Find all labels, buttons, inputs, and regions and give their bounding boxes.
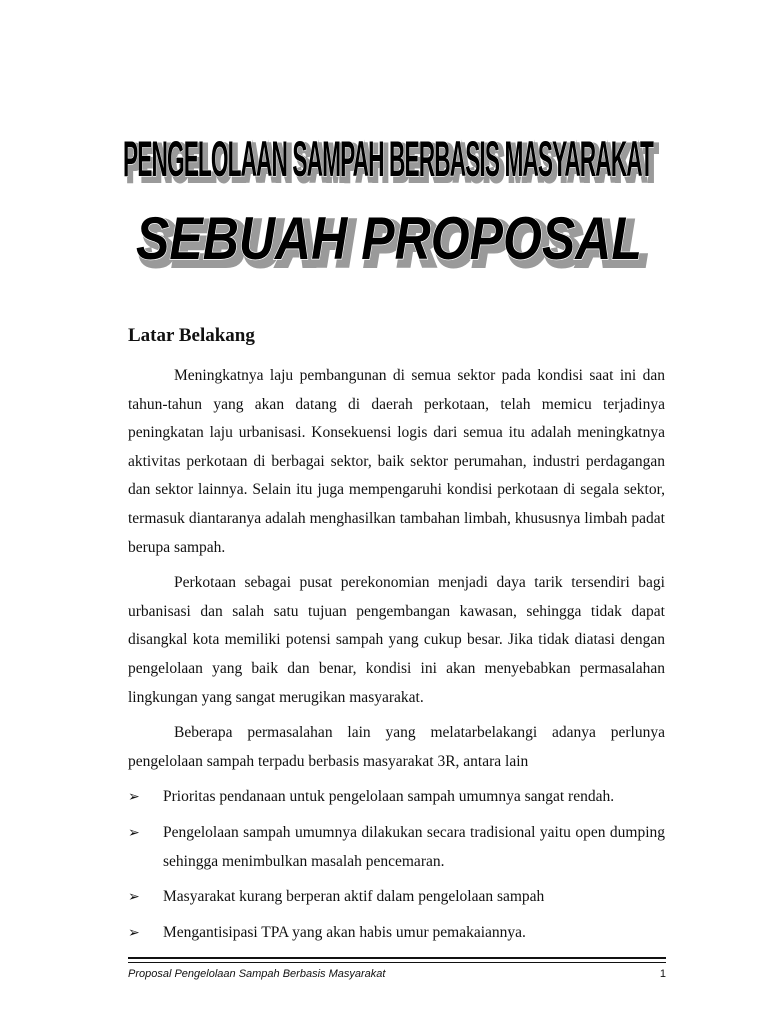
paragraph-1: Meningkatnya laju pembangunan di semua sektor pada kondisi saat ini dan tahun-tahun yang akan datang di daerah perkotaan, telah memicu terjadinya peningkatan laju urbanisasi. Konsekuensi logis dari semua itu adalah meningkatnya aktivitas perkotaan di berbagai sektor, baik sektor perumahan, industri perdagangan dan sektor lainnya. Selain itu juga mempengaruhi kondisi perkotaan di segala sektor, termasuk diantaranya adalah menghasilkan tambahan limbah, khususnya limbah padat berupa sampah. (128, 367, 665, 556)
list-item-text: Pengelolaan sampah umumnya dilakukan secara tradisional yaitu open dumping sehingga menimbulkan masalah pencemaran. (163, 823, 665, 870)
list-item-text: Prioritas pendanaan untuk pengelolaan sampah umumnya sangat rendah. (163, 788, 615, 806)
arrowhead-bullet-icon: ➢ (128, 824, 140, 841)
title-line1-shadow: PENGELOLAAN SAMPAH BERBASIS MASYARAKAT (127, 135, 658, 191)
list-item-text: Masyarakat kurang berperan aktif dalam pengelolaan sampah (163, 888, 545, 906)
footer-rule-thin (128, 962, 666, 963)
list-item (128, 919, 665, 948)
problem-list (128, 783, 665, 947)
section-heading: Latar Belakang (128, 325, 255, 346)
arrowhead-bullet-icon: ➢ (128, 889, 140, 906)
footer-title: Proposal Pengelolaan Sampah Berbasis Masyarakat (128, 968, 386, 980)
page-number: 1 (659, 968, 666, 980)
arrowhead-bullet-icon: ➢ (128, 789, 140, 806)
list-item (128, 783, 665, 812)
paragraph-3: Beberapa permasalahan lain yang melatarbelakangi adanya perlunya pengelolaan sampah terpadu berbasis masyarakat 3R, antara lain (128, 724, 665, 770)
list-item-text: Mengantisipasi TPA yang akan habis umur pemakaiannya. (163, 923, 526, 941)
title-line2-shadow: SEBUAH PROPOSAL (141, 210, 647, 277)
title-block (110, 118, 670, 278)
paragraph-2: Perkotaan sebagai pusat perekonomian menjadi daya tarik tersendiri bagi urbanisasi dan salah satu tujuan pengembangan kawasan, sehingga tidak dapat disangkal kota memiliki potensi sampah yang cukup besar. Jika tidak diatasi dengan pengelolaan yang baik dan benar, kondisi ini akan menyebabkan permasalahan lingkungan yang sangat merugikan masyarakat. (128, 574, 665, 706)
title-line2: SEBUAH PROPOSAL (136, 205, 642, 272)
list-item (128, 819, 665, 876)
title-wordart (110, 118, 670, 278)
arrowhead-bullet-icon: ➢ (128, 924, 140, 941)
footer-rule (128, 957, 666, 959)
title-line1: PENGELOLAAN SAMPAH BERBASIS MASYARAKAT (123, 131, 654, 187)
list-item (128, 883, 665, 912)
section-body (128, 362, 665, 954)
